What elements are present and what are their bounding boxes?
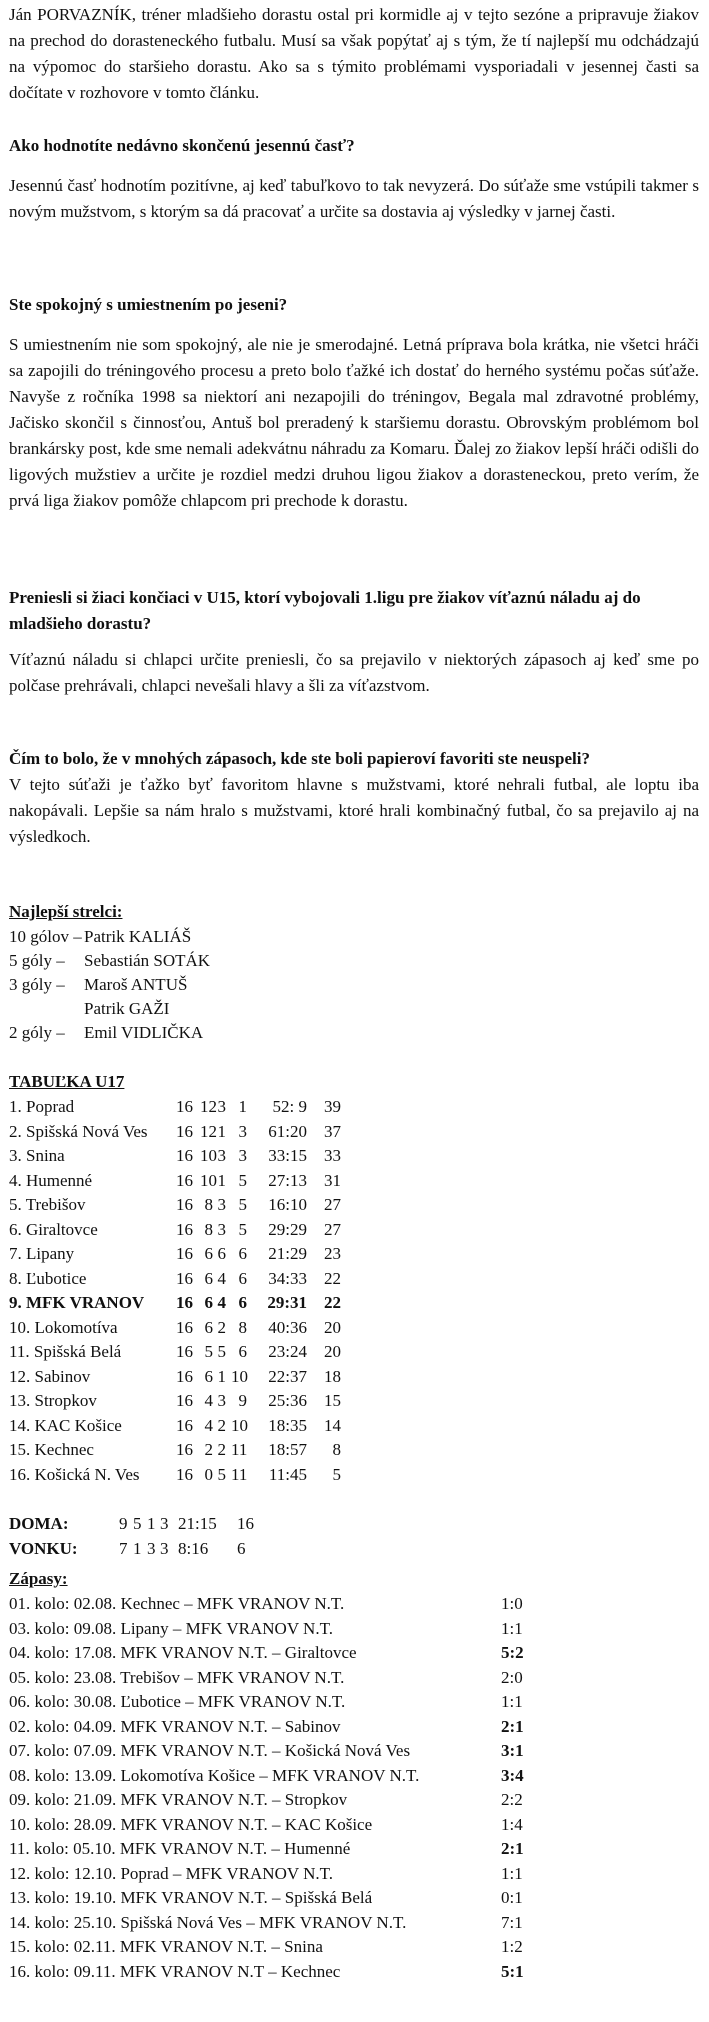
match-text: 12. kolo: 12.10. Poprad – MFK VRANOV N.T. — [9, 1863, 333, 1883]
table-cell-p: 16 — [176, 1317, 193, 1337]
table-cell-pts: 23 — [324, 1244, 341, 1263]
match-text: 11. kolo: 05.10. MFK VRANOV N.T. – Humenné — [9, 1839, 351, 1858]
table-cell-p: 16 — [176, 1366, 193, 1386]
table-cell-d: 2 — [217, 1440, 226, 1459]
table-cell-d: 1 — [217, 1366, 226, 1386]
scorer-goals: 2 góly – — [9, 1023, 65, 1042]
scorer-goals: 3 góly – — [9, 975, 65, 994]
table-cell-l: 8 — [238, 1317, 247, 1337]
table-cell-w: 6 — [204, 1244, 213, 1263]
table-cell-w: 6 — [204, 1293, 213, 1312]
table-cell-d: 6 — [217, 1244, 226, 1263]
table-cell-team: 10. Lokomotíva — [9, 1317, 118, 1337]
table-cell-l: 11 — [231, 1440, 248, 1459]
home-away-score: 8:16 — [178, 1538, 209, 1558]
table-cell-p: 16 — [176, 1244, 193, 1263]
table-cell-team: 8. Ľubotice — [9, 1268, 87, 1288]
table-cell-w: 12 — [200, 1121, 217, 1141]
table-cell-l: 9 — [238, 1391, 247, 1410]
scorer-name: Maroš ANTUŠ — [84, 975, 188, 994]
table-cell-score: 18:35 — [268, 1415, 307, 1435]
table-cell-pts: 20 — [324, 1342, 341, 1361]
match-text: 13. kolo: 19.10. MFK VRANOV N.T. – Spišská Belá — [9, 1888, 373, 1907]
table-cell-d: 3 — [217, 1391, 226, 1410]
table-cell-score: 33:15 — [268, 1146, 307, 1165]
match-score: 3:4 — [501, 1765, 524, 1785]
match-score: 0:1 — [501, 1888, 523, 1907]
table-cell-p: 16 — [176, 1415, 193, 1435]
home-away-pts: 6 — [237, 1538, 246, 1558]
table-cell-pts: 15 — [324, 1391, 341, 1410]
table-cell-l: 5 — [238, 1219, 247, 1239]
table-cell-w: 4 — [204, 1391, 213, 1410]
table-cell-team: 5. Trebišov — [9, 1195, 86, 1214]
match-score: 1:1 — [501, 1692, 523, 1711]
table-cell-pts: 8 — [332, 1440, 341, 1459]
table-cell-pts: 18 — [324, 1366, 341, 1386]
table-cell-l: 3 — [238, 1146, 247, 1165]
table-cell-w: 4 — [204, 1415, 213, 1435]
table-cell-team: 6. Giraltovce — [9, 1219, 98, 1239]
table-cell-w: 8 — [204, 1195, 213, 1214]
table-cell-l: 3 — [238, 1121, 247, 1141]
table-cell-w: 8 — [204, 1219, 213, 1239]
table-cell-d: 4 — [217, 1293, 226, 1312]
table-cell-pts: 14 — [324, 1415, 341, 1435]
table-cell-d: 3 — [217, 1219, 226, 1239]
table-cell-team: 15. Kechnec — [9, 1440, 94, 1459]
home-away-label: DOMA: — [9, 1514, 69, 1533]
match-text: 09. kolo: 21.09. MFK VRANOV N.T. – Stropkov — [9, 1790, 348, 1809]
table-cell-team: 2. Spišská Nová Ves — [9, 1121, 148, 1141]
match-text: 16. kolo: 09.11. MFK VRANOV N.T – Kechnec — [9, 1961, 341, 1981]
table-cell-p: 16 — [176, 1342, 193, 1361]
table-cell-d: 2 — [217, 1317, 226, 1337]
home-away-p: 7 — [119, 1538, 128, 1558]
table-cell-p: 16 — [176, 1097, 193, 1116]
table-cell-w: 2 — [204, 1440, 213, 1459]
table-cell-score: 22:37 — [268, 1366, 307, 1386]
table-cell-score: 34:33 — [268, 1268, 307, 1288]
table-cell-pts: 39 — [324, 1097, 341, 1116]
question-3: Preniesli si žiaci končiaci v U15, ktorí vybojovali 1.ligu pre žiakov víťaznú náladu aj do mladšieho dorastu? — [9, 588, 641, 633]
table-cell-pts: 33 — [324, 1146, 341, 1165]
home-away-pts: 16 — [237, 1514, 254, 1533]
table-cell-l: 10 — [231, 1415, 248, 1435]
table-cell-team: 1. Poprad — [9, 1097, 75, 1116]
table-cell-score: 18:57 — [268, 1440, 307, 1459]
table-cell-pts: 22 — [324, 1268, 341, 1288]
table-cell-score: 16:10 — [268, 1195, 307, 1214]
table-cell-team: 16. Košická N. Ves — [9, 1464, 140, 1484]
home-away-score: 21:15 — [178, 1514, 217, 1533]
scorer-name: Patrik GAŽI — [84, 999, 170, 1018]
table-cell-l: 1 — [238, 1097, 247, 1116]
table-cell-p: 16 — [176, 1121, 193, 1141]
table-cell-team: 9. MFK VRANOV — [9, 1293, 145, 1312]
table-cell-p: 16 — [176, 1391, 193, 1410]
scorer-name: Sebastián SOTÁK — [84, 951, 211, 970]
home-away-w: 5 — [133, 1514, 142, 1533]
matches-heading: Zápasy: — [9, 1569, 68, 1588]
home-away-l: 3 — [160, 1514, 169, 1533]
table-cell-w: 0 — [204, 1464, 213, 1484]
table-cell-l: 10 — [231, 1366, 248, 1386]
home-away-w: 1 — [133, 1538, 142, 1558]
answer-4: V tejto súťaži je ťažko byť favoritom hlavne s mužstvami, ktoré nehrali futbal, ale loptu iba nakopávali. Lepšie sa nám hralo s mužstvami, ktoré hrali kombinačný futbal, čo sa prejavilo aj na výsledkoch. — [9, 775, 699, 846]
home-away-d: 3 — [147, 1538, 156, 1558]
table-cell-d: 2 — [217, 1415, 226, 1435]
intro-paragraph: Ján PORVAZNÍK, tréner mladšieho dorastu ostal pri kormidle aj v tejto sezóne a pripravuje žiakov na prechod do dorasteneckého futbalu. Musí sa však popýtať aj s tým, že tí najlepší mu odchádzajú na výpomoc do staršieho dorastu. Ako sa s týmito problémami vysporiadali v jesennej časti sa dočítate v rozhovore v tomto článku. — [9, 5, 699, 102]
table-cell-d: 5 — [217, 1342, 226, 1361]
match-score: 1:1 — [501, 1618, 523, 1638]
table-cell-w: 5 — [204, 1342, 213, 1361]
table-cell-pts: 27 — [324, 1219, 341, 1239]
question-1: Ako hodnotíte nedávno skončenú jesennú časť? — [9, 136, 355, 155]
match-text: 14. kolo: 25.10. Spišská Nová Ves – MFK VRANOV N.T. — [9, 1912, 407, 1932]
table-cell-pts: 27 — [324, 1195, 341, 1214]
match-score: 5:2 — [501, 1643, 524, 1662]
table-cell-pts: 37 — [324, 1121, 341, 1141]
table-cell-l: 6 — [238, 1293, 247, 1312]
match-text: 08. kolo: 13.09. Lokomotíva Košice – MFK VRANOV N.T. — [9, 1765, 420, 1785]
scorer-goals: 5 góly – — [9, 951, 65, 970]
match-score: 2:1 — [501, 1716, 524, 1736]
match-text: 10. kolo: 28.09. MFK VRANOV N.T. – KAC Košice — [9, 1814, 373, 1834]
table-cell-pts: 22 — [324, 1293, 341, 1312]
match-text: 15. kolo: 02.11. MFK VRANOV N.T. – Snina — [9, 1937, 323, 1956]
table-cell-w: 6 — [204, 1366, 213, 1386]
question-2: Ste spokojný s umiestnením po jeseni? — [9, 295, 288, 314]
match-score: 1:1 — [501, 1863, 523, 1883]
table-cell-l: 6 — [238, 1268, 247, 1288]
table-cell-score: 27:13 — [268, 1170, 307, 1190]
table-cell-score: 25:36 — [268, 1391, 307, 1410]
table-cell-pts: 20 — [324, 1317, 341, 1337]
table-cell-team: 13. Stropkov — [9, 1391, 97, 1410]
table-cell-p: 16 — [176, 1440, 193, 1459]
match-text: 02. kolo: 04.09. MFK VRANOV N.T. – Sabinov — [9, 1716, 341, 1736]
table-cell-d: 1 — [217, 1121, 226, 1141]
table-cell-l: 11 — [231, 1464, 248, 1484]
home-away-p: 9 — [119, 1514, 128, 1533]
match-text: 03. kolo: 09.08. Lipany – MFK VRANOV N.T. — [9, 1618, 333, 1638]
match-text: 07. kolo: 07.09. MFK VRANOV N.T. – Košická Nová Ves — [9, 1741, 411, 1760]
answer-1: Jesennú časť hodnotím pozitívne, aj keď tabuľkovo to tak nevyzerá. Do súťaže sme vstúpili takmer s novým mužstvom, s ktorým sa dá pracovať a určite sa dostavia aj výsledky v jarnej časti. — [9, 176, 699, 221]
table-cell-score: 29:31 — [267, 1293, 307, 1312]
table-cell-p: 16 — [176, 1146, 193, 1165]
table-cell-score: 40:36 — [268, 1317, 307, 1337]
match-score: 5:1 — [501, 1961, 524, 1981]
table-cell-d: 3 — [217, 1195, 226, 1214]
table-cell-score: 61:20 — [268, 1121, 307, 1141]
match-text: 05. kolo: 23.08. Trebišov – MFK VRANOV N.T. — [9, 1667, 345, 1687]
scorer-goals: 10 gólov – — [9, 927, 82, 946]
table-cell-score: 11:45 — [268, 1464, 307, 1484]
table-cell-d: 3 — [217, 1097, 226, 1116]
match-text: 04. kolo: 17.08. MFK VRANOV N.T. – Giraltovce — [9, 1643, 357, 1662]
match-score: 2:1 — [501, 1839, 524, 1858]
table-cell-w: 10 — [200, 1146, 217, 1165]
table-cell-p: 16 — [176, 1195, 193, 1214]
home-away-d: 1 — [147, 1514, 156, 1533]
table-cell-l: 5 — [238, 1170, 247, 1190]
table-cell-team: 7. Lipany — [9, 1244, 75, 1263]
match-text: 06. kolo: 30.08. Ľubotice – MFK VRANOV N.T. — [9, 1692, 346, 1711]
table-cell-p: 16 — [176, 1268, 193, 1288]
table-cell-d: 5 — [217, 1464, 226, 1484]
table-cell-w: 10 — [200, 1170, 217, 1190]
table-cell-d: 1 — [217, 1170, 226, 1190]
table-cell-team: 12. Sabinov — [9, 1366, 91, 1386]
table-cell-d: 4 — [217, 1268, 226, 1288]
table-cell-p: 16 — [176, 1219, 193, 1239]
table-cell-l: 6 — [238, 1342, 247, 1361]
table-cell-team: 3. Snina — [9, 1146, 65, 1165]
match-score: 3:1 — [501, 1741, 524, 1760]
table-cell-p: 16 — [176, 1293, 193, 1312]
match-score: 7:1 — [501, 1912, 523, 1932]
table-cell-score: 52: 9 — [272, 1097, 307, 1116]
table-cell-p: 16 — [176, 1170, 193, 1190]
table-cell-w: 6 — [204, 1317, 213, 1337]
match-score: 2:2 — [501, 1790, 523, 1809]
match-text: 01. kolo: 02.08. Kechnec – MFK VRANOV N.T. — [9, 1594, 345, 1613]
match-score: 2:0 — [501, 1667, 523, 1687]
home-away-l: 3 — [160, 1538, 169, 1558]
scorers-heading: Najlepší strelci: — [9, 902, 123, 921]
table-cell-team: 11. Spišská Belá — [9, 1342, 122, 1361]
match-score: 1:2 — [501, 1937, 523, 1956]
match-score: 1:4 — [501, 1814, 523, 1834]
table-cell-p: 16 — [176, 1464, 193, 1484]
question-4: Čím to bolo, že v mnohých zápasoch, kde ste boli papieroví favoriti ste neuspeli? — [9, 749, 590, 768]
table-cell-w: 6 — [204, 1268, 213, 1288]
scorer-name: Emil VIDLIČKA — [84, 1023, 204, 1042]
answer-2: S umiestnením nie som spokojný, ale nie je smerodajné. Letná príprava bola krátka, nie všetci hráči sa zapojili do tréningového procesu a preto bolo ťažké ich dostať do herného systému počas súťaže. Navyše z ročníka 1998 sa niektorí ani nezapojili do tréningov, Begala mal zdravotné problémy, Jačisko skončil s činnosťou, Antuš bol preradený k staršiemu dorastu. Obrovským problémom bol brankársky post, kde sme nemali adekvátnu náhradu za Komaru. Ďalej zo žiakov lepší hráči odišli do ligových mužstiev a určite je rozdiel medzi druhou ligou žiakov a dorasteneckou, preto verím, že prvá liga žiakov pomôže chlapcom pri prechode k dorastu. — [9, 335, 699, 510]
table-cell-team: 4. Humenné — [9, 1170, 93, 1190]
table-cell-w: 12 — [200, 1097, 217, 1116]
table-cell-score: 21:29 — [268, 1244, 307, 1263]
table-cell-l: 5 — [238, 1195, 247, 1214]
table-cell-team: 14. KAC Košice — [9, 1415, 122, 1435]
table-cell-score: 23:24 — [268, 1342, 307, 1361]
table-cell-d: 3 — [217, 1146, 226, 1165]
table-cell-pts: 5 — [332, 1464, 341, 1484]
home-away-label: VONKU: — [9, 1538, 78, 1558]
table-cell-l: 6 — [238, 1244, 247, 1263]
scorer-name: Patrik KALIÁŠ — [84, 927, 192, 946]
match-score: 1:0 — [501, 1594, 523, 1613]
table-cell-score: 29:29 — [268, 1219, 307, 1239]
table-cell-pts: 31 — [324, 1170, 341, 1190]
answer-3: Víťaznú náladu si chlapci určite preniesli, čo sa prejavilo v niektorých zápasoch aj keď sme po polčase prehrávali, chlapci nevešali hlavy a šli za víťazstvom. — [9, 650, 699, 695]
table-heading: TABUĽKA U17 — [9, 1072, 125, 1091]
